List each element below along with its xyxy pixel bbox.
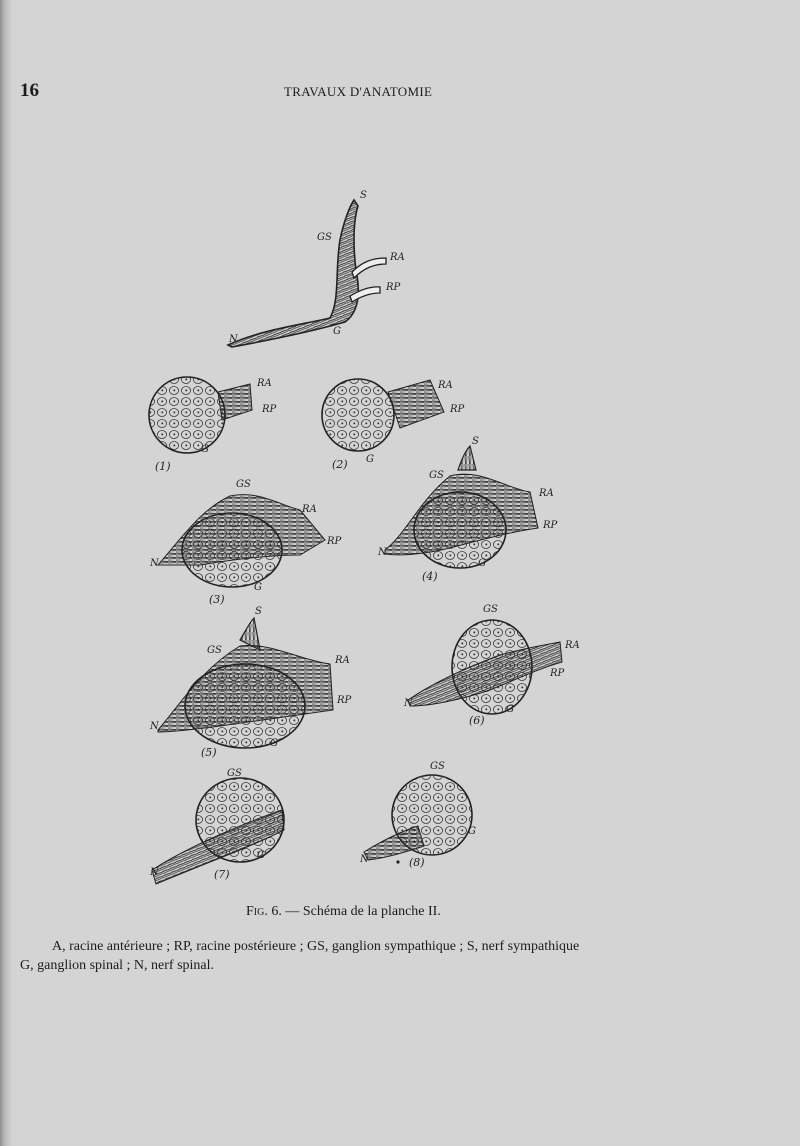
label-n: N [150,867,159,878]
label-ra: RA [565,640,580,651]
label-rp: RP [327,536,342,547]
label-s: S [360,190,367,201]
label-ra: RA [390,252,405,263]
label-gs: GS [430,761,445,772]
label-n: N [360,854,369,865]
label-ra: RA [257,378,272,389]
label-ra: RA [539,488,554,499]
label-g: G [270,738,278,749]
running-head: TRAVAUX D'ANATOMIE [284,84,433,99]
label-rp: RP [450,404,465,415]
drawing-4 [377,436,558,583]
label-ra: RA [438,380,453,391]
label-rp: RP [262,404,277,415]
legend-line-2: G, ganglion spinal ; N, nerf spinal. [20,958,215,973]
page-number: 16 [20,80,39,101]
label-rp: RP [543,520,558,531]
label-g: G [333,326,341,337]
label-ra: RA [302,504,317,515]
label-g: G [478,558,486,569]
drawing-1 [149,377,277,473]
label-s: S [472,436,479,447]
label-rp: RP [337,695,352,706]
label-rp: RP [386,282,401,293]
label-n: N [378,547,387,558]
drawing-number: (8) [409,856,425,869]
drawing-2 [322,379,465,471]
drawing-number: (5) [201,746,217,759]
drawing-number: (1) [155,460,171,473]
label-g: G [257,850,265,861]
figure-caption-text: — Schéma de la planche II. [281,904,441,919]
drawing-5 [149,606,352,759]
label-gs: GS [227,768,242,779]
label-gs: GS [429,470,444,481]
label-gs: GS [483,604,498,615]
drawing-8 [359,761,476,869]
drawing-top [228,190,405,347]
label-rp: RP [550,668,565,679]
figure-caption-prefix: Fig. 6. [246,904,282,919]
legend-line-1: A, racine antérieure ; RP, racine postérieure ; GS, ganglion sympathique ; S, nerf sympathique [52,939,580,954]
label-n: N [404,698,413,709]
label-s: S [255,606,262,617]
label-g: G [201,444,209,455]
drawing-number: (7) [214,868,230,881]
figure-legend [20,937,710,975]
label-gs: GS [317,232,332,243]
label-ra: RA [335,655,350,666]
label-g: G [366,454,374,465]
drawing-7 [149,768,284,884]
drawing-number: (4) [422,570,438,583]
drawing-number: (6) [469,714,485,727]
drawing-6 [403,604,580,727]
label-n: N [150,558,159,569]
label-g: G [254,582,262,593]
label-gs: GS [207,645,222,656]
label-n: N [229,334,238,345]
figure-caption [246,904,441,920]
drawing-number: (3) [209,593,225,606]
label-gs: GS [236,479,251,490]
label-g: G [468,826,476,837]
label-n: N [150,721,159,732]
label-g: G [506,704,514,715]
drawing-number: (2) [332,458,348,471]
drawing-3 [149,479,342,606]
